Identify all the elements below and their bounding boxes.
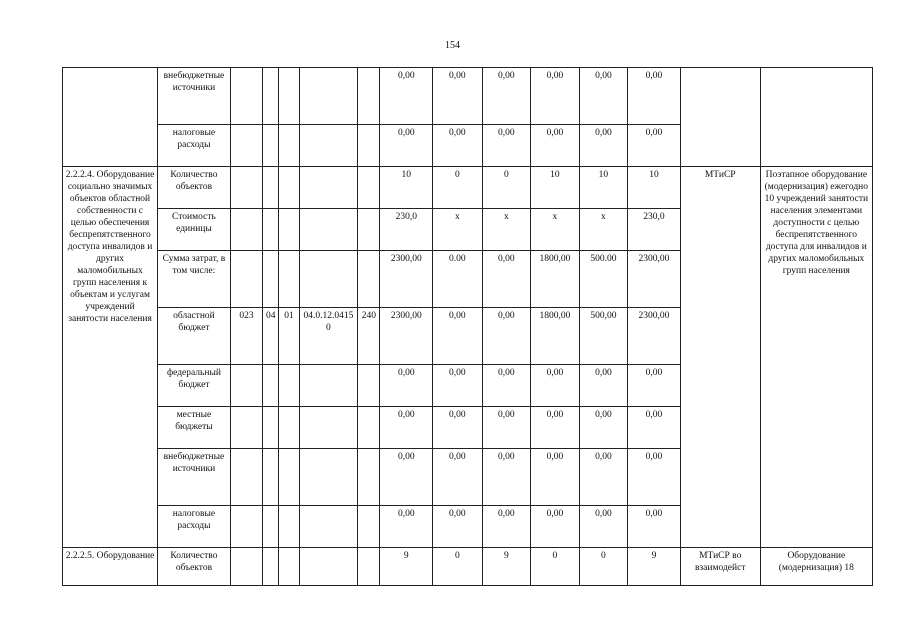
value-cell: 0	[433, 167, 483, 209]
code-pr	[279, 365, 299, 407]
value-cell: 0,00	[482, 365, 531, 407]
row-label: Количество объектов	[158, 548, 231, 586]
code-vr	[358, 365, 380, 407]
code-vr	[358, 548, 380, 586]
value-cell: 9	[628, 548, 681, 586]
value-cell: 0,00	[433, 68, 483, 125]
value-cell: x	[579, 209, 628, 251]
code-csr	[299, 125, 358, 167]
row-label: Сумма затрат, в том числе:	[158, 251, 231, 308]
code-grbs	[230, 548, 262, 586]
value-cell: 2300,00	[380, 251, 433, 308]
value-cell: 500.00	[579, 251, 628, 308]
code-csr	[299, 68, 358, 125]
code-vr	[358, 209, 380, 251]
code-pr	[279, 125, 299, 167]
code-vr	[358, 449, 380, 506]
row-label: областной бюджет	[158, 308, 231, 365]
value-cell: 0,00	[628, 365, 681, 407]
code-rz	[263, 506, 279, 548]
value-cell: 0	[579, 548, 628, 586]
code-vr	[358, 251, 380, 308]
value-cell: 0,00	[482, 251, 531, 308]
code-grbs	[230, 407, 262, 449]
value-cell: 0.00	[433, 251, 483, 308]
value-cell: 0,00	[482, 308, 531, 365]
code-vr	[358, 68, 380, 125]
code-pr	[279, 548, 299, 586]
value-cell: 0,00	[482, 68, 531, 125]
value-cell: 2300,00	[628, 308, 681, 365]
code-rz	[263, 68, 279, 125]
value-cell: 0	[433, 548, 483, 586]
code-rz	[263, 251, 279, 308]
code-pr	[279, 506, 299, 548]
value-cell: 0,00	[579, 365, 628, 407]
executor: МТиСР во взаимодейст	[680, 548, 760, 586]
code-grbs: 023	[230, 308, 262, 365]
value-cell: 500,00	[579, 308, 628, 365]
value-cell: 0,00	[531, 449, 580, 506]
continued-executor-cell	[680, 68, 760, 167]
value-cell: 9	[380, 548, 433, 586]
continued-title-cell	[63, 68, 158, 167]
value-cell: 230,0	[380, 209, 433, 251]
code-rz	[263, 365, 279, 407]
code-grbs	[230, 68, 262, 125]
value-cell: 0,00	[433, 506, 483, 548]
code-rz	[263, 125, 279, 167]
code-vr	[358, 167, 380, 209]
expected-result: Оборудование (модернизация) 18	[760, 548, 872, 586]
code-pr	[279, 251, 299, 308]
code-vr	[358, 125, 380, 167]
budget-table	[62, 67, 873, 586]
value-cell: 2300,00	[380, 308, 433, 365]
code-csr	[299, 209, 358, 251]
code-csr	[299, 548, 358, 586]
row-label: Количество объектов	[158, 167, 231, 209]
value-cell: 0,00	[380, 449, 433, 506]
value-cell: 2300,00	[628, 251, 681, 308]
code-csr	[299, 365, 358, 407]
code-grbs	[230, 167, 262, 209]
value-cell: 10	[380, 167, 433, 209]
value-cell: 0,00	[433, 308, 483, 365]
value-cell: 0,00	[531, 506, 580, 548]
code-grbs	[230, 209, 262, 251]
value-cell: 0,00	[531, 125, 580, 167]
code-rz	[263, 407, 279, 449]
value-cell: 0,00	[579, 125, 628, 167]
value-cell: 0,00	[380, 68, 433, 125]
code-csr	[299, 167, 358, 209]
code-csr	[299, 506, 358, 548]
value-cell: x	[482, 209, 531, 251]
code-grbs	[230, 125, 262, 167]
value-cell: 0,00	[380, 365, 433, 407]
row-label: федеральный бюджет	[158, 365, 231, 407]
value-cell: 0,00	[579, 68, 628, 125]
value-cell: 0,00	[628, 506, 681, 548]
code-csr	[299, 407, 358, 449]
value-cell: 1800,00	[531, 308, 580, 365]
value-cell: 0,00	[531, 407, 580, 449]
table-row	[63, 167, 873, 209]
value-cell: x	[531, 209, 580, 251]
value-cell: 9	[482, 548, 531, 586]
value-cell: 0,00	[628, 407, 681, 449]
code-rz	[263, 548, 279, 586]
code-grbs	[230, 365, 262, 407]
value-cell: 0,00	[433, 365, 483, 407]
value-cell: x	[433, 209, 483, 251]
value-cell: 0,00	[579, 407, 628, 449]
value-cell: 0,00	[579, 449, 628, 506]
value-cell: 0,00	[380, 407, 433, 449]
value-cell: 0,00	[380, 506, 433, 548]
value-cell: 10	[531, 167, 580, 209]
value-cell: 0,00	[628, 125, 681, 167]
code-rz: 04	[263, 308, 279, 365]
value-cell: 0,00	[482, 506, 531, 548]
code-pr	[279, 449, 299, 506]
page-number: 154	[445, 40, 460, 51]
table-row	[63, 548, 873, 586]
code-csr	[299, 449, 358, 506]
value-cell: 0,00	[433, 125, 483, 167]
value-cell: 0,00	[380, 125, 433, 167]
value-cell: 10	[579, 167, 628, 209]
code-rz	[263, 167, 279, 209]
code-pr	[279, 167, 299, 209]
value-cell: 0	[482, 167, 531, 209]
code-csr: 04.0.12.04150	[299, 308, 358, 365]
value-cell: 0,00	[482, 125, 531, 167]
value-cell: 0,00	[482, 407, 531, 449]
value-cell: 0,00	[531, 68, 580, 125]
value-cell: 0,00	[433, 407, 483, 449]
value-cell: 0,00	[531, 365, 580, 407]
row-label: местные бюджеты	[158, 407, 231, 449]
table-row	[63, 68, 873, 125]
expected-result: Поэтапное оборудование (модернизация) ежегодно 10 учреждений занятости населения элементами доступности с целью беспрепятственного доступа для инвалидов и других маломобильных групп населения	[760, 167, 872, 548]
code-pr: 01	[279, 308, 299, 365]
code-vr	[358, 506, 380, 548]
executor: МТиСР	[680, 167, 760, 548]
code-pr	[279, 68, 299, 125]
row-label: налоговые расходы	[158, 506, 231, 548]
value-cell: 0	[531, 548, 580, 586]
measure-title: 2.2.2.4. Оборудование социально значимых объектов областной собственности с целью обеспечения беспрепятственного доступа инвалидов и других маломобильных групп населения к объектам и услугам учреждений занятости населения	[63, 167, 158, 548]
row-label: внебюджетные источники	[158, 449, 231, 506]
code-rz	[263, 209, 279, 251]
value-cell: 0,00	[482, 449, 531, 506]
code-grbs	[230, 449, 262, 506]
value-cell: 0,00	[628, 449, 681, 506]
row-label: внебюджетные источники	[158, 68, 231, 125]
value-cell: 230,0	[628, 209, 681, 251]
value-cell: 0,00	[433, 449, 483, 506]
code-pr	[279, 407, 299, 449]
value-cell: 10	[628, 167, 681, 209]
measure-title: 2.2.2.5. Оборудование	[63, 548, 158, 586]
row-label: Стоимость единицы	[158, 209, 231, 251]
code-vr: 240	[358, 308, 380, 365]
value-cell: 0,00	[579, 506, 628, 548]
value-cell: 0,00	[628, 68, 681, 125]
row-label: налоговые расходы	[158, 125, 231, 167]
code-pr	[279, 209, 299, 251]
code-csr	[299, 251, 358, 308]
continued-result-cell	[760, 68, 872, 167]
code-vr	[358, 407, 380, 449]
value-cell: 1800,00	[531, 251, 580, 308]
code-rz	[263, 449, 279, 506]
code-grbs	[230, 506, 262, 548]
code-grbs	[230, 251, 262, 308]
